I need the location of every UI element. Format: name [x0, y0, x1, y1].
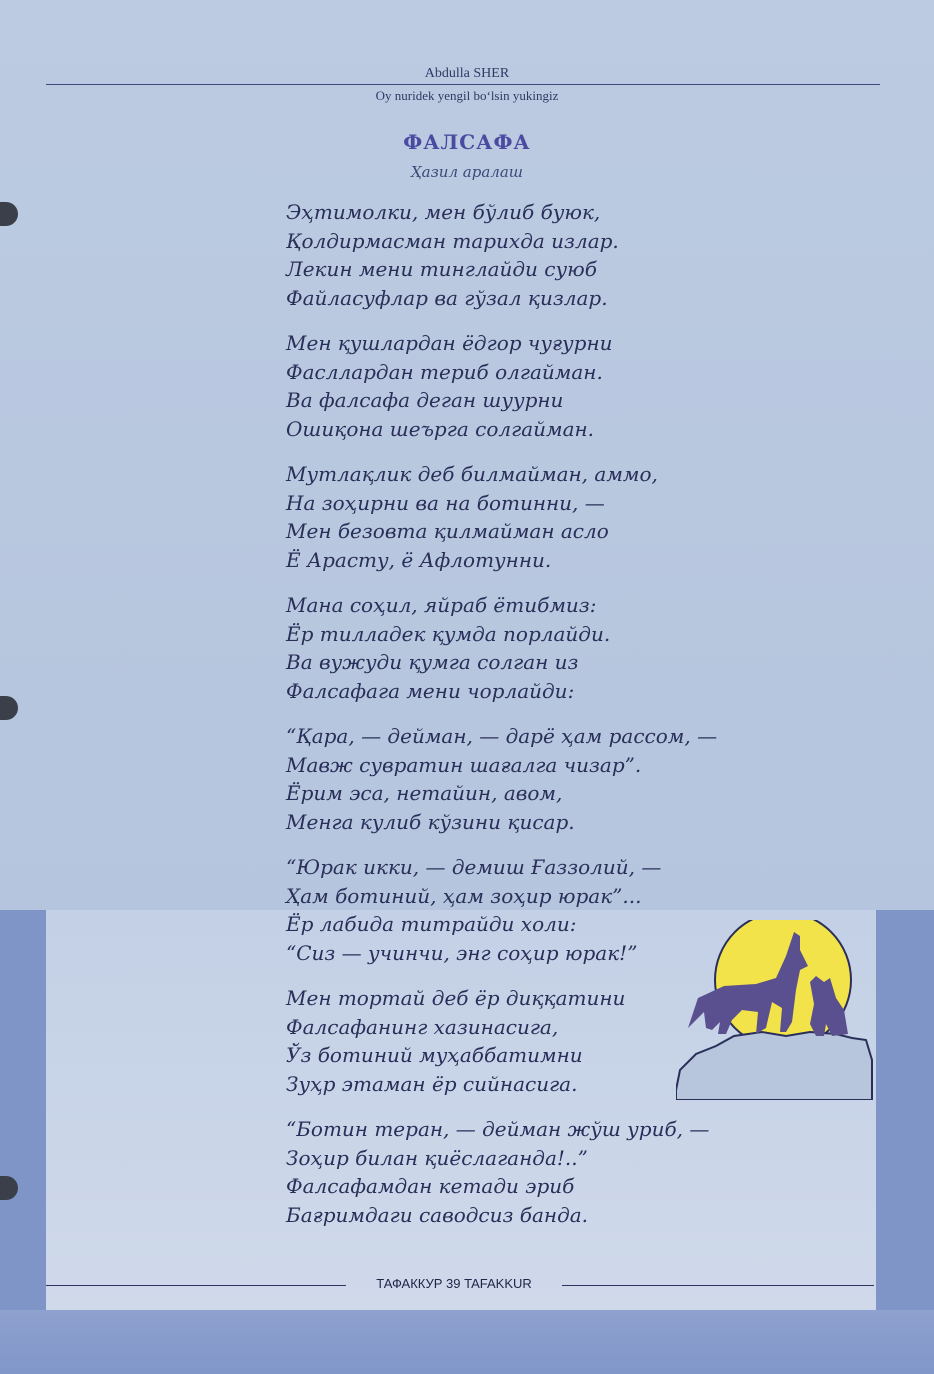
footer-divider-left [46, 1285, 346, 1286]
stanza [286, 460, 806, 574]
poem-line: Ё Арасту, ё Афлотунни. [286, 547, 552, 572]
poem-line: Мана соҳил, яйраб ётибмиз: [286, 593, 597, 617]
poem-line: Зуҳр этаман ёр сийнасига. [286, 1071, 578, 1096]
poem-title: ФАЛСАФА [403, 130, 531, 154]
stanza [286, 722, 806, 836]
poem-line: Файласуфлар ва гўзал қизлар. [286, 285, 608, 310]
poem-line: На зоҳирни ва на ботинни, — [286, 490, 605, 515]
poem-line: Эҳтимолки, мен бўлиб буюк, [286, 200, 601, 224]
poem-line: Фалсафага мени чорлайди: [286, 678, 575, 703]
poem-line: Мен қушлардан ёдгор чуғурни [286, 331, 613, 355]
poem-line: Ўз ботиний муҳаббатимни [286, 1043, 583, 1067]
poem-subtitle: Ҳазил аралаш [411, 163, 523, 181]
poem-line: Фалсафамдан кетади эриб [286, 1174, 575, 1198]
poem-line: Ошиқона шеърга солгайман. [286, 416, 595, 441]
poem-line: Фалсафанинг хазинасига, [286, 1014, 559, 1039]
footer-divider-right [562, 1285, 874, 1286]
poem-line: Мен тортай деб ёр диққатини [286, 986, 626, 1010]
poem-line: “Сиз — учинчи, энг соҳир юрак!” [286, 940, 638, 965]
stanza [286, 198, 806, 312]
header-author: Abdulla SHER [424, 66, 510, 81]
lower-right-band [876, 910, 934, 1374]
poem-line: Ёрим эса, нетайин, авом, [286, 781, 563, 805]
poem-line: “Ботин теран, — дейман жўш уриб, — [286, 1117, 710, 1141]
stanza [286, 1115, 806, 1229]
poem-line: Қолдирмасман тарихда излар. [286, 228, 619, 253]
poem-line: “Қара, — дейман, — дарё ҳам рассом, — [286, 724, 718, 748]
poem-line: Ёр тилладек қумда порлайди. [286, 621, 611, 646]
bottom-strip [0, 1310, 934, 1374]
poem-line: Менга кулиб кўзини қисар. [286, 809, 575, 834]
rock-icon [676, 1032, 872, 1100]
poem-line: “Юрак икки, — демиш Ғаззолий, — [286, 855, 662, 879]
poem-line: Мавж сувратин шағалга чизар”. [286, 752, 642, 777]
header-divider [46, 84, 880, 85]
poem-line: Ва вужуди қумга солган из [286, 650, 579, 674]
stanza [286, 591, 806, 705]
stanza [286, 329, 806, 443]
poem-line: Ва фалсафа деган шуурни [286, 388, 564, 412]
poem-line: Бағримдаги саводсиз банда. [286, 1202, 589, 1227]
footer-page-label: ТАФАККУР 39 TAFAKKUR [376, 1276, 532, 1291]
header-subtitle: Oy nuridek yengil bo‘lsin yukingiz [375, 88, 559, 103]
poem-line: Ёр лабида титрайди холи: [286, 912, 577, 936]
poem-line: Фасллардан териб олгайман. [286, 359, 603, 384]
poem-line: Ҳам ботиний, ҳам зоҳир юрак”... [286, 883, 642, 908]
howling-wolves-moon-icon [676, 920, 876, 1100]
poem-line: Лекин мени тинглайди суюб [286, 257, 597, 281]
poem-line: Мен безовта қилмайман асло [286, 519, 609, 543]
poem-line: Мутлақлик деб билмайман, аммо, [286, 462, 658, 486]
poem-line: Зоҳир билан қиёслаганда!..” [286, 1145, 588, 1170]
